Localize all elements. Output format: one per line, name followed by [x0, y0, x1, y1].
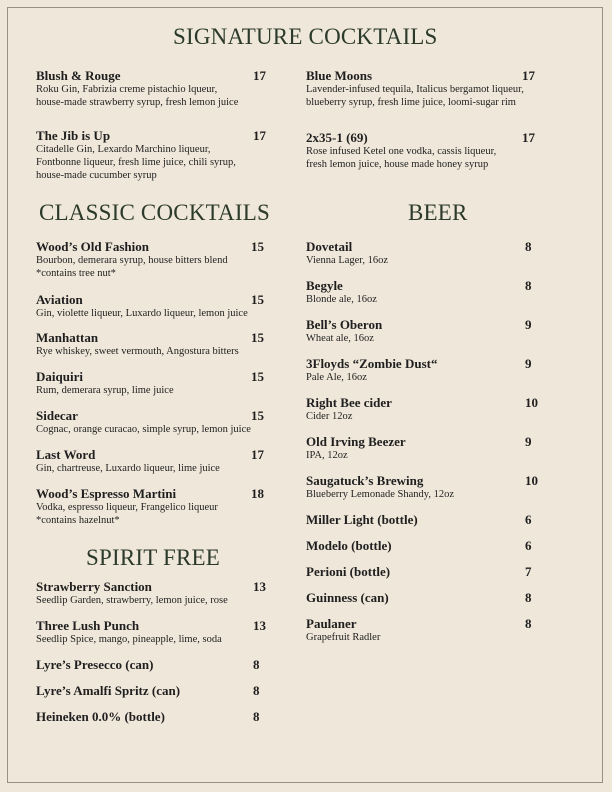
menu-item-name: 2x35-1 (69) [306, 130, 368, 145]
menu-item-name: Saugatuck’s Brewing [306, 473, 424, 488]
menu-item-description: IPA, 12oz [306, 450, 348, 461]
menu-item-price: 13 [253, 618, 266, 633]
menu-item [306, 473, 538, 501]
menu-item-name: Three Lush Punch [36, 618, 140, 633]
menu-item-description: Vodka, espresso liqueur, Frangelico liqueur [36, 502, 218, 513]
menu-item-name: Manhattan [36, 330, 99, 345]
menu-item-name: Wood’s Old Fashion [36, 239, 149, 254]
menu-item-price: 17 [253, 68, 266, 83]
menu-item-description: Rye whiskey, sweet vermouth, Angostura bitters [36, 346, 239, 357]
menu-item-price: 15 [251, 292, 264, 307]
menu-item-description: Gin, violette liqueur, Luxardo liqueur, lemon juice [36, 308, 248, 319]
menu-item-price: 7 [525, 564, 532, 579]
menu-item-description: Bourbon, demerara syrup, house bitters blend [36, 255, 228, 266]
menu-item-description: Cognac, orange curacao, simple syrup, lemon juice [36, 424, 251, 435]
menu-item-price: 8 [525, 239, 532, 254]
menu-item [36, 618, 266, 646]
menu-item [36, 292, 264, 320]
menu-item-description: Vienna Lager, 16oz [306, 255, 389, 266]
menu-item-price: 6 [525, 538, 532, 553]
menu-item-description: Gin, chartreuse, Luxardo liqueur, lime juice [36, 463, 220, 474]
menu-item-price: 15 [251, 369, 264, 384]
menu-item [36, 709, 260, 724]
menu-item-name: Begyle [306, 278, 343, 293]
menu-item-name: Daiquiri [36, 369, 83, 384]
menu-item-name: Miller Light (bottle) [306, 512, 418, 527]
menu-item [36, 683, 260, 698]
menu-item [306, 278, 532, 306]
menu-item-price: 15 [251, 330, 264, 345]
menu-item [36, 447, 264, 475]
menu-item-price: 17 [251, 447, 264, 462]
menu-item-description: fresh lemon juice, house made honey syrup [306, 159, 489, 170]
menu-item [306, 564, 532, 579]
menu-item-price: 17 [522, 68, 535, 83]
menu-item-description: Blonde ale, 16oz [306, 294, 377, 305]
menu-item-price: 10 [525, 395, 538, 410]
menu-item-name: Guinness (can) [306, 590, 389, 605]
menu-item-description: Seedlip Spice, mango, pineapple, lime, soda [36, 634, 222, 645]
menu-item-description: Pale Ale, 16oz [306, 372, 367, 383]
menu-item-description: *contains tree nut* [36, 268, 116, 279]
menu-item-price: 8 [525, 590, 532, 605]
signature-cocktails-heading: SIGNATURE COCKTAILS [173, 24, 438, 49]
beer-heading: BEER [408, 200, 468, 225]
menu-item [306, 68, 535, 109]
menu-item-price: 15 [251, 239, 264, 254]
menu-item-name: 3Floyds “Zombie Dust“ [306, 356, 438, 371]
menu-item [306, 239, 532, 267]
menu-item-name: The Jib is Up [36, 128, 111, 143]
menu-item [306, 538, 532, 553]
menu-item [306, 616, 532, 644]
menu-item [306, 317, 532, 345]
menu-item-price: 9 [525, 434, 532, 449]
menu-item-name: Right Bee cider [306, 395, 392, 410]
menu-item-price: 6 [525, 512, 532, 527]
menu-item-name: Dovetail [306, 239, 353, 254]
menu-item [306, 356, 532, 384]
menu-item [306, 395, 538, 423]
menu-item-description: house-made strawberry syrup, fresh lemon juice [36, 97, 239, 108]
menu-item-price: 8 [253, 709, 260, 724]
menu-item [306, 512, 532, 527]
menu-item [36, 128, 266, 182]
menu-item-price: 9 [525, 317, 532, 332]
menu-item [306, 590, 532, 605]
menu-item-name: Modelo (bottle) [306, 538, 392, 553]
menu-item-name: Old Irving Beezer [306, 434, 406, 449]
menu-item-description: Rum, demerara syrup, lime juice [36, 385, 174, 396]
menu-item-description: blueberry syrup, fresh lime juice, loomi-sugar rim [306, 97, 516, 108]
spirit-free-heading: SPIRIT FREE [86, 545, 221, 570]
menu-item [36, 408, 264, 436]
menu-item-name: Lyre’s Presecco (can) [36, 657, 154, 672]
menu-item-price: 17 [522, 130, 535, 145]
menu-item-name: Lyre’s Amalfi Spritz (can) [36, 683, 181, 698]
menu-item-description: Fontbonne liqueur, fresh lime juice, chili syrup, [36, 157, 236, 168]
menu-item-name: Bell’s Oberon [306, 317, 383, 332]
menu-item-description: *contains hazelnut* [36, 515, 120, 526]
menu-item-description: Lavender-infused tequila, Italicus bergamot liqueur, [306, 84, 524, 95]
menu-item-description: Blueberry Lemonade Shandy, 12oz [306, 489, 455, 500]
menu-item-description: Grapefruit Radler [306, 632, 381, 643]
menu-item [306, 130, 535, 171]
menu-item-name: Last Word [36, 447, 96, 462]
menu-item-price: 18 [251, 486, 264, 501]
menu-item [36, 68, 266, 109]
menu-item [36, 657, 260, 672]
menu-item-price: 8 [253, 657, 260, 672]
menu-item-name: Heineken 0.0% (bottle) [36, 709, 165, 724]
menu-item-description: Rose infused Ketel one vodka, cassis liqueur, [306, 146, 497, 157]
menu-item-name: Paulaner [306, 616, 357, 631]
menu-item [36, 369, 264, 397]
menu-item-price: 8 [525, 278, 532, 293]
menu-item [36, 579, 266, 607]
menu-item-price: 17 [253, 128, 266, 143]
menu-item [36, 486, 264, 527]
menu-item-description: Seedlip Garden, strawberry, lemon juice, rose [36, 595, 228, 606]
menu-item-price: 10 [525, 473, 538, 488]
menu-item-description: Cider 12oz [306, 411, 353, 422]
menu-item-price: 9 [525, 356, 532, 371]
menu-item-price: 8 [253, 683, 260, 698]
classic-cocktails-heading: CLASSIC COCKTAILS [39, 200, 270, 225]
menu-item-name: Blush & Rouge [36, 68, 121, 83]
menu-item [36, 330, 264, 358]
menu-item-description: house-made cucumber syrup [36, 170, 157, 181]
menu-item-description: Citadelle Gin, Lexardo Marchino liqueur, [36, 144, 211, 155]
menu-item [36, 239, 264, 280]
menu-item-name: Strawberry Sanction [36, 579, 152, 594]
menu-item-name: Blue Moons [306, 68, 373, 83]
menu-item-name: Sidecar [36, 408, 78, 423]
menu-item-name: Wood’s Espresso Martini [36, 486, 177, 501]
menu-item-description: Roku Gin, Fabrizia creme pistachio lqueur, [36, 84, 218, 95]
menu-item-price: 13 [253, 579, 266, 594]
menu-item-price: 15 [251, 408, 264, 423]
menu-item-name: Perioni (bottle) [306, 564, 391, 579]
menu-item-description: Wheat ale, 16oz [306, 333, 374, 344]
menu-item [306, 434, 532, 462]
menu-item-price: 8 [525, 616, 532, 631]
menu-item-name: Aviation [36, 292, 83, 307]
